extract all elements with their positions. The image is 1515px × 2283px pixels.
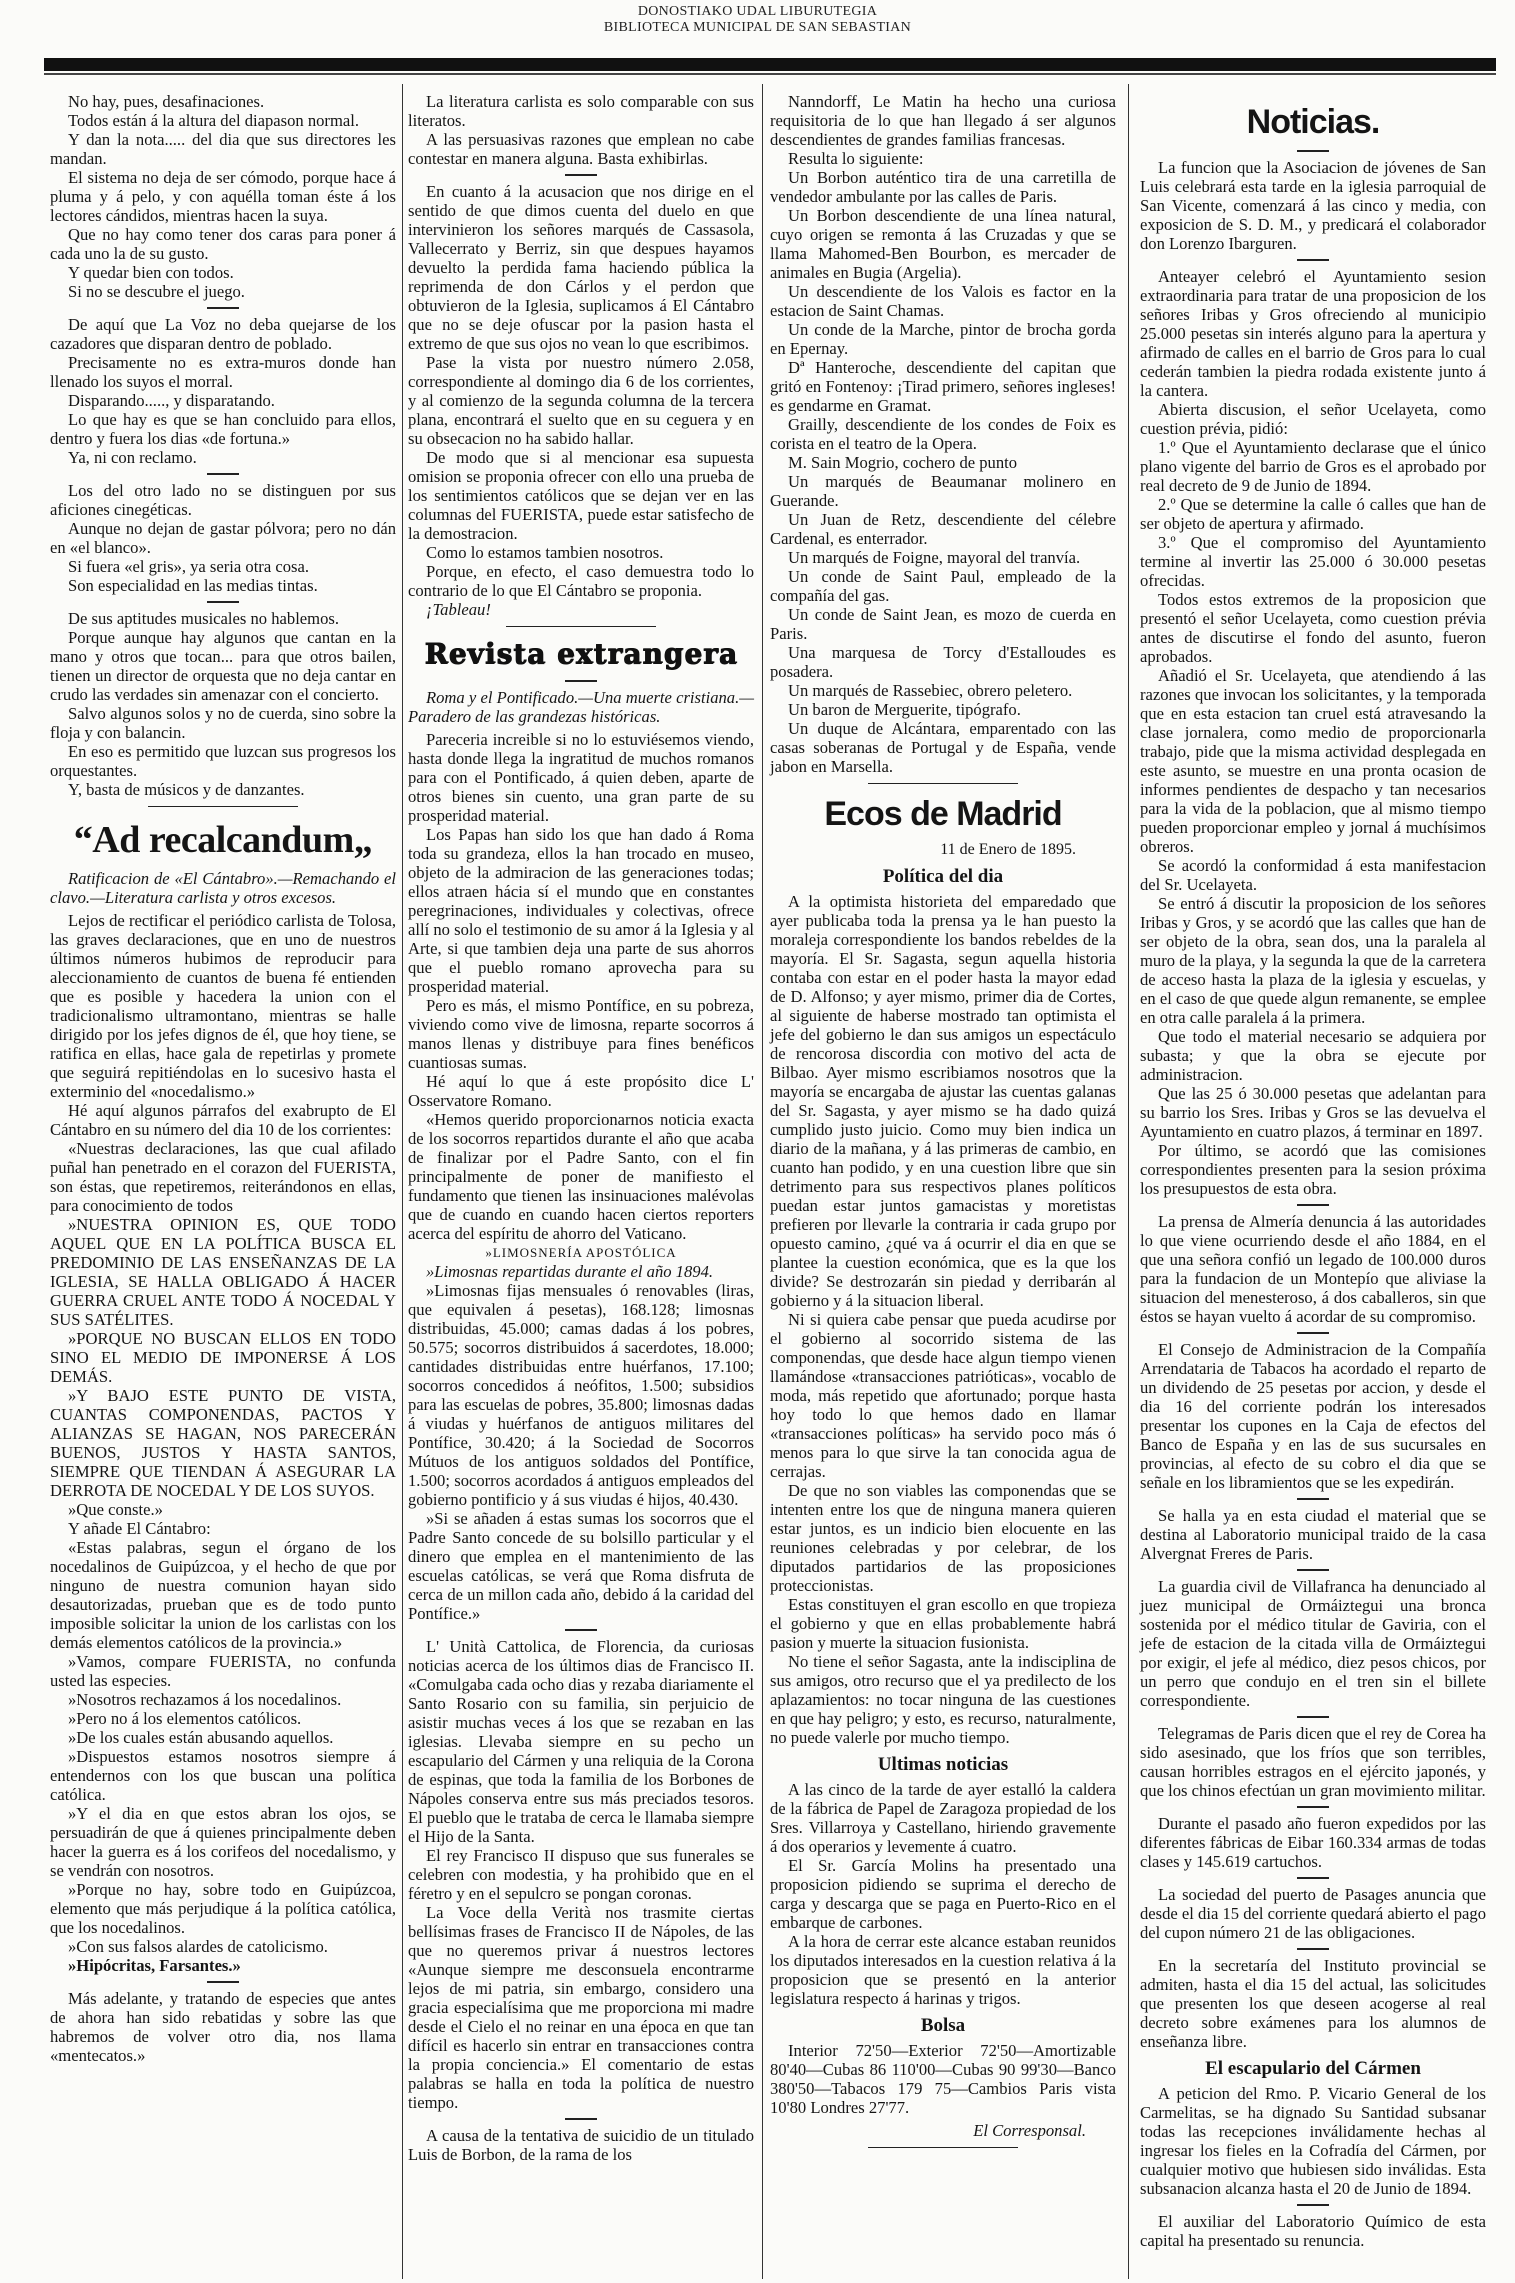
paragraph: Un Borbon descendiente de una línea natural, cuyo origen se remonta á las Cruzadas y que se llama Mahomed-Ben Bourbon, es mercader de animales en Bugia (Argelia).: [770, 206, 1116, 282]
paragraph: Y, basta de músicos y de danzantes.: [68, 780, 305, 799]
separator-rule: [207, 307, 239, 309]
paragraph: Un marqués de Beaumanar molinero en Guerande.: [770, 472, 1116, 510]
section-headline: Revista extrangera: [424, 637, 738, 670]
paragraph: La guardia civil de Villafranca ha denunciado al juez municipal de Ormáiztegui una bronca sostenida por el médico titular de Gaviria, con el jefe de estacion de la citada villa de Ormáiztegui por exigir, el jefe al médico, diez pesos chicos, por un perro que condujo en el tren sin el billete correspondiente.: [1140, 1577, 1486, 1710]
paragraph: De que no son viables las componendas que se intenten entre los que de ninguna manera quieren estar juntos, es un indicio bien elocuente en las reuniones celebradas y por celebrar, de los diputados partidarios de las proposiciones proteccionistas.: [770, 1481, 1116, 1595]
paragraph: No hay, pues, desafinaciones.: [68, 92, 265, 111]
paragraph: M. Sain Mogrio, cochero de punto: [788, 453, 1018, 472]
paragraph: Un marqués de Rassebiec, obrero peletero.: [788, 681, 1073, 700]
paragraph: Todos están á la altura del diapason normal.: [68, 111, 359, 130]
paragraph: Un conde de la Marche, pintor de brocha gorda en Epernay.: [770, 320, 1116, 358]
paragraph: 1.º Que el Ayuntamiento declarase que el único plano vigente del barrio de Gros es el aprobado por real decreto de 9 de Junio de 1894.: [1140, 438, 1486, 495]
separator-rule: [1297, 259, 1329, 261]
paragraph: Salvo algunos solos y no de cuerda, sino sobre la floja y con balancin.: [50, 704, 396, 742]
paragraph: Lejos de rectificar el periódico carlista de Tolosa, las graves declaraciones, que en uno de nuestros últimos números hubimos de reproducir para aleccionamiento de cuantos de buena fé entienden que es posible y hacedera la union con el tradicionalismo ultramontano, mientras se halle dirigido por los jefes dignos de él, que hoy tiene, se ratifica en ellas, hace gala de repetirlas y promete que seguirá repitiéndolas en lo sucesivo hasta el exterminio del «nocedalismo.»: [50, 911, 396, 1101]
dateline: 11 de Enero de 1895.: [940, 841, 1076, 858]
paragraph: »PORQUE NO BUSCAN ELLOS EN TODO SINO EL MEDIO DE IMPONERSE Á LOS DEMÁS.: [50, 1329, 396, 1386]
paragraph: Un duque de Alcántara, emparentado con las casas soberanas de Portugal y de España, vende jabon en Marsella.: [770, 719, 1116, 776]
paragraph: Si no se descubre el juego.: [68, 282, 245, 301]
section-headline: Noticias.: [1246, 103, 1380, 141]
paragraph: »NUESTRA OPINION ES, QUE TODO AQUEL QUE EN LA POLÍTICA BUSCA EL PREDOMINIO DE LAS ENSEÑANZAS DE LA IGLESIA, SE HALLA OBLIGADO Á HACER GUERRA CRUEL ANTE TODO Á NOCEDAL Y SUS SATÉLITES.: [50, 1215, 396, 1329]
paragraph: Que las 25 ó 30.000 pesetas que adelantan para su barrio los Sres. Iribas y Gros se las devuelva el Ayuntamiento en cuatro plazos, á terminar en 1897.: [1140, 1084, 1486, 1141]
paragraph: Y dan la nota..... del dia que sus directores les mandan.: [50, 130, 396, 168]
separator-rule: [506, 626, 656, 627]
paragraph: Se entró á discutir la proposicion de los señores Iribas y Gros, y se acordó que las calles que han de ser objeto de la obra, sean dos, una la paralela al muro de la playa, y la segunda la que de la carretera de acceso hasta la plaza de la iglesia y escuelas, y en el caso de que quede algun remanente, se emplee en otra calle paralela á la primera.: [1140, 894, 1486, 1027]
paragraph: »De los cuales están abusando aquellos.: [68, 1728, 334, 1747]
paragraph: »Nosotros rechazamos á los nocedalinos.: [68, 1690, 342, 1709]
paragraph: Anteayer celebró el Ayuntamiento sesion extraordinaria para tratar de una proposicion de los señores Iribas y Gros ofreciendo al municipio 25.000 pesetas sin interés alguno para la apertura y afirmado de calles en el barrio de Gros para lo cual cederán tambien la piedra rodada existente junto á la cantera.: [1140, 267, 1486, 400]
column-1: [50, 92, 396, 2065]
paragraph: Estas constituyen el gran escollo en que tropieza el gobierno y que en ellas probablemente habrá pasion y muerte la situacion fusionista.: [770, 1595, 1116, 1652]
article-subtitle: Ratificacion de «El Cántabro».—Remachando el clavo.—Literatura carlista y otros excesos.: [50, 869, 396, 907]
paragraph: »Dispuestos estamos nosotros siempre á entendernos con los que buscan una política católica.: [50, 1747, 396, 1804]
paragraph: Porque aunque hay algunos que cantan en la mano y otros que tocan... para que otros bailen, tienen un director de orquesta que no deja cantar en crudo las verdades sin amenazar con el concierto.: [50, 628, 396, 704]
paragraph: Como lo estamos tambien nosotros.: [426, 543, 664, 562]
paragraph: »Pero no á los elementos católicos.: [68, 1709, 302, 1728]
section-subheading: Ultimas noticias: [877, 1754, 1009, 1775]
paragraph: La sociedad del puerto de Pasages anuncia que desde el dia 15 del corriente quedará abierto el pago del cupon número 21 de las obligaciones.: [1140, 1885, 1487, 1942]
paragraph: Se acordó la conformidad á esta manifestacion del Sr. Ucelayeta.: [1140, 856, 1486, 894]
paragraph: »Que conste.»: [68, 1500, 163, 1519]
column-4: [1140, 92, 1486, 2250]
paragraph: Son especialidad en las medias tintas.: [68, 576, 318, 595]
paragraph: Lo que hay es que se han concluido para ellos, dentro y fuera los dias «de fortuna.»: [50, 410, 396, 448]
paragraph: Telegramas de Paris dicen que el rey de Corea ha sido asesinado, que los fríos que son terribles, causan horribles estragos en el ejército japonés, y que los chinos efectúan un gran movimiento militar.: [1140, 1724, 1486, 1800]
paragraph: Precisamente no es extra-muros donde han llenado los suyos el morral.: [50, 353, 396, 391]
column-rule: [762, 84, 763, 2279]
paragraph: La prensa de Almería denuncia á las autoridades lo que viene ocurriendo desde el año 1884, en el que una señora confió un legado de 100.000 duros para la fundacion de un Montepío que aliviase la situacion del menesteroso, á dos caballeros, sin que éstos se hayan vuelto á acordar de su compromiso.: [1140, 1212, 1486, 1326]
paragraph: Y quedar bien con todos.: [68, 263, 234, 282]
paragraph: A causa de la tentativa de suicidio de un titulado Luis de Borbon, de la rama de los: [408, 2126, 754, 2164]
paragraph: Un baron de Merguerite, tipógrafo.: [788, 700, 1021, 719]
paragraph: A las cinco de la tarde de ayer estalló la caldera de la fábrica de Papel de Zaragoza propiedad de los Sres. Villarroya y Castellano, hiriendo gravemente á dos operarios y levemente á cuatro.: [770, 1780, 1116, 1856]
paragraph: Un marqués de Foigne, mayoral del tranvía.: [788, 548, 1081, 567]
separator-rule: [1297, 2204, 1329, 2206]
paragraph: En cuanto á la acusacion que nos dirige en el sentido de que dimos cuenta del duelo en que intervinieron los señores marqués de Cassasola, Vallecerrato y Berriz, sin que despues hayamos devuelto la perdida fama haciendo pública la reprimenda de don Cárlos y el perdon que obtuvieron de la Iglesia, suplicamos á El Cántabro que no se deje ofuscar por la pasion hasta el extremo de que sus ojos no vean lo que escribimos.: [408, 182, 754, 353]
separator-rule: [1297, 1569, 1329, 1571]
paragraph: Pase la vista por nuestro número 2.058, correspondiente al domingo dia 6 de los corrientes, y al comienzo de la segunda columna de la tercera plana, encontrará el suelto que en su ceguera y en su obsecacion no ha sabido hallar.: [408, 353, 754, 448]
paragraph: En eso es permitido que luzcan sus progresos los orquestantes.: [50, 742, 396, 780]
paragraph: La Voce della Verità nos trasmite ciertas bellísimas frases de Francisco II de Nápoles, de las que no queremos privar á nuestros lectores «Aunque siempre me desconsuela encontrarme lejos de mi patria, sin embargo, considero una gracia especialísima que me proporciona mi madre desde el Cielo el no reinar en una época en que tan difícil es hacerlo sin entrar en transacciones contra la propia conciencia.» El comentario de estas palabras se halla en toda la política de nuestro tiempo.: [408, 1903, 754, 2112]
paragraph: El rey Francisco II dispuso que sus funerales se celebren con modestia, y ha prohibido que en el féretro y en el sepulcro se pongan coronas.: [408, 1846, 754, 1903]
paragraph: Los Papas han sido los que han dado á Roma toda su grandeza, ellos la han trocado en museo, objeto de la admiracion de las generaciones todas; ellos atraen hácia sí el mundo que en constantes peregrinaciones, individuales y colectivas, ofrece allí no solo el testimonio de su amor á la Iglesia y al Arte, si que tambien deja una parte de sus ahorros que el pueblo romano aprovecha para su prosperidad material.: [408, 825, 754, 996]
section-headline: Ecos de Madrid: [824, 795, 1062, 833]
paragraph: Un conde de Saint Jean, es mozo de cuerda en Paris.: [770, 605, 1116, 643]
paragraph: De aquí que La Voz no deba quejarse de los cazadores que disparan dentro de poblado.: [50, 315, 396, 353]
paragraph: Ya, ni con reclamo.: [68, 448, 197, 467]
paragraph: Una marquesa de Torcy d'Estalloudes es posadera.: [770, 643, 1116, 681]
library-name-spanish: BIBLIOTECA MUNICIPAL DE SAN SEBASTIAN: [603, 20, 912, 35]
separator-rule: [148, 806, 298, 807]
paragraph: Un conde de Saint Paul, empleado de la compañía del gas.: [770, 567, 1116, 605]
paragraph: »Y el dia en que estos abran los ojos, se persuadirán de que á quienes principalmente deben hacer la guerra es á los corifeos del nocedalismo, y se vendrán con nosotros.: [50, 1804, 396, 1880]
paragraph: 3.º Que el compromiso del Ayuntamiento termine al invertir las 25.000 ó 30.000 pesetas ofrecidas.: [1140, 533, 1486, 590]
separator-rule: [207, 601, 239, 603]
separator-rule: [868, 783, 1018, 784]
paragraph: »Hipócritas, Farsantes.»: [68, 1956, 241, 1975]
separator-rule: [207, 1981, 239, 1983]
paragraph: De modo que si al mencionar esa supuesta omision se proponia ofrecer con ello una prueba de los sentimientos católicos que se dejan ver en las columnas del FUERISTA, puede estar satisfecho de la demostracion.: [408, 448, 754, 543]
paragraph: Abierta discusion, el señor Ucelayeta, como cuestion prévia, pidió:: [1140, 400, 1486, 438]
paragraph: Hé aquí algunos párrafos del exabrupto de El Cántabro en su número del dia 10 de los corrientes:: [50, 1101, 396, 1139]
paragraph: Hé aquí lo que á este propósito dice L' Osservatore Romano.: [408, 1072, 754, 1110]
paragraph: Disparando....., y disparatando.: [68, 391, 275, 410]
paragraph: Se halla ya en esta ciudad el material que se destina al Laboratorio municipal traido de la casa Alvergnat Freres de Paris.: [1140, 1506, 1486, 1563]
paragraph: Un Juan de Retz, descendiente del célebre Cardenal, es enterrador.: [770, 510, 1116, 548]
paragraph: La literatura carlista es solo comparable con sus literatos.: [408, 92, 754, 130]
paragraph: Más adelante, y tratando de especies que antes de ahora han sido rebatidas y sobre las que habremos de volver otro dia, nos llama «mentecatos.»: [50, 1989, 396, 2065]
paragraph: »Porque no hay, sobre todo en Guipúzcoa, elemento que más perjudique á la política católica, que los nocedalinos.: [50, 1880, 396, 1937]
paragraph: Y añade El Cántabro:: [68, 1519, 211, 1538]
separator-rule: [1297, 1332, 1329, 1334]
paragraph: «Nuestras declaraciones, las que cual afilado puñal han penetrado en el corazon del FUERISTA, son éstas, que repetiremos, reiterándonos en ellas, para conocimiento de todos: [50, 1139, 396, 1215]
paragraph: No tiene el señor Sagasta, ante la indisciplina de sus amigos, otro recurso que el ya predilecto de los aplazamientos: no tocar ninguna de las cuestiones en que hay peligro; y esto, es recurso, naturalmente, no puede valerle por mucho tiempo.: [770, 1652, 1116, 1747]
paragraph: »Vamos, compare FUERISTA, no confunda usted las especies.: [50, 1652, 396, 1690]
paragraph: Nanndorff, Le Matin ha hecho una curiosa requisitoria de lo que han llegado á ser algunos descendientes de grandes familias francesas.: [770, 92, 1116, 149]
paragraph: »Si se añaden á estas sumas los socorros que el Padre Santo concede de su bolsillo particular y el dinero que emplea en el mantenimiento de las escuelas católicas, se verá que Roma disfruta de cerca de un millon cada año, debido á la caridad del Pontífice.»: [408, 1509, 754, 1623]
paragraph: De sus aptitudes musicales no hablemos.: [68, 609, 339, 628]
paragraph: Pero es más, el mismo Pontífice, en su pobreza, viviendo como vive de limosna, reparte socorros á manos llenas y distribuye para fines benéficos cuantiosas sumas.: [408, 996, 754, 1072]
paragraph: El Consejo de Administracion de la Compañía Arrendataria de Tabacos ha acordado el reparto de un dividendo de 25 pesetas por accion, y desde el dia 16 del corriente podrán los interesados presentar los cupones en la Caja de efectos del Banco de España y en las de sus sucursales en provincias, al efecto de su cobro el dia que se señale en los libramientos que se les expedirán.: [1140, 1340, 1486, 1492]
paragraph: Un Borbon auténtico tira de una carretilla de vendedor ambulante por las calles de Paris.: [770, 168, 1116, 206]
paragraph: Aunque no dejan de gastar pólvora; pero no dán en «el blanco».: [50, 519, 396, 557]
separator-rule: [1297, 1204, 1329, 1206]
paragraph: Pareceria increible si no lo estuviésemos viendo, hasta donde llega la ingratitud de muchos romanos para con el Pontificado, á quien deben, aparte de otros bienes sin cuento, una gran parte de su prosperidad material.: [408, 730, 754, 825]
separator-rule: [1297, 1716, 1329, 1718]
separator-rule: [565, 1629, 597, 1631]
paragraph: El Sr. García Molins ha presentado una proposicion pidiendo se suprima el derecho de carga y descarga que se paga en Puerto-Rico en el embarque de carbones.: [770, 1856, 1116, 1932]
paragraph: El sistema no deja de ser cómodo, porque hace á pluma y á pelo, y con aquélla toman éste á los lectores cándidos, mientras hacen la suya.: [50, 168, 396, 225]
paragraph: L' Unità Cattolica, de Florencia, da curiosas noticias acerca de los últimos dias de Francisco II. «Comulgaba cada ocho dias y rezaba diariamente el Santo Rosario con su familia, sin perjuicio de asistir muchas veces á los que se rezaban en las iglesias. Llevaba siempre en su pecho un escapulario del Cármen y una reliquia de la Corona de espinas, que toda la familia de los Borbones de Nápoles conserva entre sus más preciados tesoros. El pueblo que le trataba de cerca le llamaba siempre el Hijo de la Santa.: [408, 1637, 754, 1846]
paragraph: Añadió el Sr. Ucelayeta, que atendiendo á las razones que invocan los solicitantes, y la temporada que en esta estacion tan cruel está atravesando la clase jornalera, como medio de proporcionarla trabajo, pide que la misma actividad desplegada en este asunto, se muestre en una pronta ocasion de informes pendientes de despacho y tan necesarios para la vida de la poblacion, que al mismo tiempo pueden proporcionar empleo y jornal á muchísimos obreros.: [1140, 666, 1486, 856]
section-subheading: Política del dia: [882, 866, 1004, 887]
paragraph: »Con sus falsos alardes de catolicismo.: [68, 1937, 328, 1956]
paragraph: »Limosnas fijas mensuales ó renovables (liras, que equivalen á pesetas), 168.128; limosnas distribuidas, 45.000; camas dadas á los pobres, 50.575; socorros distribuidos á sacerdotes, 18.000; cantidades distribuidas entre huérfanos, 17.100; socorros concedidos á neófitos, 1.500; subsidios para las escuelas de pobres, 35.800; limosnas dadas á viudas y huérfanos de antiguos militares del Pontífice, 30.420; á la Sociedad de Socorros Mútuos de los antiguos soldados del Pontífice, 1.500; socorros acordados á antiguos empleados del gobierno pontificio y á sus viudas é hijos, 40.430.: [408, 1281, 754, 1509]
paragraph: Porque, en efecto, el caso demuestra todo lo contrario de lo que El Cántabro se proponia.: [408, 562, 754, 600]
paragraph: Los del otro lado no se distinguen por sus aficiones cinegéticas.: [50, 481, 396, 519]
centered-caption: »LIMOSNERÍA APOSTÓLICA: [485, 1245, 677, 1260]
paragraph: En la secretaría del Instituto provincial se admiten, hasta el dia 15 del actual, las solicitudes que presenten los que deseen acogerse al real decreto sobre exámenes para los alumnos de enseñanza libre.: [1140, 1956, 1486, 2051]
paragraph: Dª Hanteroche, descendiente del capitan que gritó en Fontenoy: ¡Tirad primero, señores ingleses! es gendarme en Gramat.: [770, 358, 1116, 415]
separator-rule: [868, 2147, 1018, 2148]
column-rule: [402, 84, 403, 2279]
paragraph: A la hora de cerrar este alcance estaban reunidos los diputados interesados en la cuestion relativa á la proposicion que se presentó en la anterior legislatura respecto á harinas y trigos.: [770, 1932, 1116, 2008]
paragraph: Ni si quiera cabe pensar que pueda acudirse por el gobierno al socorrido sistema de las componendas, que desde hace algun tiempo vienen llamándose «transacciones patrióticas», vocablo de moda, más repetido que afortunado; porque hasta hoy todo lo que hemos dado en llamar «transacciones políticas» ha servido poco más ó menos para lo que sirve la tan conocida agua de cerrajas.: [770, 1310, 1116, 1481]
paragraph: «Estas palabras, segun el órgano de los nocedalinos de Guipúzcoa, y el hecho de que por ninguno de nuestra comunion hayan sido desautorizadas, prueban que es de todo punto imposible solicitar la union de los carlistas con los demás elementos católicos de la provincia.»: [50, 1538, 396, 1652]
section-subheading: Bolsa: [920, 2015, 966, 2036]
separator-rule: [1297, 1948, 1329, 1950]
paragraph: A las persuasivas razones que emplean no cabe contestar en manera alguna. Basta exhibirlas.: [408, 130, 754, 168]
paragraph: A la optimista historieta del emparedado que ayer publicaba toda la prensa ya le han puesto la moraleja correspondiente los bandos rebeldes de la mayoría. El Sr. Sagasta, segun aquella historia contaba con estar en el poder hasta la mayor edad de D. Alfonso; y ayer mismo, primer dia de Cortes, al siguiente de haberse mostrado tan optimista el jefe del gobierno le dan sus amigos un espectáculo de rencorosa discordia con motivo del acta de Bilbao. Ayer mismo escribiamos nosotros que la mayoría se encargaba de ajustar las cuentas galanas del Sr. Sagasta, y ayer mismo se ha dado quizá cumplido justo juicio. Como muy bien indica un diario de la mañana, y á las primeras de cambio, en cuanto han podido, y en una cuestion libre que sin detrimento para sus respectivos planes políticos puedan estar juntos gamacistas y moretistas prefieren por llevarle la contraria ir cada grupo por opuesto camino, ¿qué va á ocurrir el dia en que se plantee la cuestion económica, que es la que los divide? Se destrozarán sin piedad y derribarán al gobierno y á la situacion liberal.: [770, 892, 1116, 1310]
paragraph: Que no hay como tener dos caras para poner á cada uno la de su gusto.: [50, 225, 396, 263]
separator-rule: [1297, 1806, 1329, 1808]
paragraph: 2.º Que se determine la calle ó calles que han de ser objeto de apertura y afirmado.: [1140, 495, 1486, 533]
library-header: [0, 4, 1515, 36]
separator-rule: [565, 174, 597, 176]
paragraph: Interior 72'50—Exterior 72'50—Amortizable 80'40—Cubas 86 110'00—Cubas 90 99'30—Banco 380'50—Tabacos 179 75—Cambios Paris vista 10'80 Londres 27'77.: [770, 2041, 1116, 2117]
paragraph: A peticion del Rmo. P. Vicario General de los Carmelitas, se ha dignado Su Santidad subsanar todas las recepciones inválidamente hechas al ingresar los fieles en la Cofradía del Cármen, por cualquier motivo que hubiesen sido inválidas. Esta subsanacion alcanza hasta el 20 de Junio de 1894.: [1140, 2084, 1486, 2198]
signature: El Corresponsal.: [973, 2121, 1086, 2140]
paragraph: Que todo el material necesario se adquiera por subasta; y que la obra se ejecute por administracion.: [1140, 1027, 1486, 1084]
section-subheading: El escapulario del Cármen: [1205, 2058, 1421, 2079]
paragraph: La funcion que la Asociacion de jóvenes de San Luis celebrará esta tarde en la iglesia parroquial de San Vicente, comenzará á las cinco y media, con exposicion de S. D. M., y predicará el colaborador don Lorenzo Ibarguren.: [1140, 158, 1486, 253]
separator-rule: [565, 2118, 597, 2120]
paragraph: Durante el pasado año fueron expedidos por las diferentes fábricas de Eibar 160.334 armas de todas clases y 145.619 cartuchos.: [1140, 1814, 1486, 1871]
article-headline: “Ad recalcandum„: [73, 819, 373, 861]
paragraph: Todos estos extremos de la proposicion que presentó el señor Ucelayeta, como cuestion prévia antes de discutirse el fondo del asunto, fueron aprobados.: [1140, 590, 1486, 666]
separator-rule: [565, 680, 597, 682]
masthead-rule: [44, 58, 1496, 71]
column-2: [408, 92, 754, 2164]
separator-rule: [207, 473, 239, 475]
paragraph: Si fuera «el gris», ya seria otra cosa.: [68, 557, 309, 576]
paragraph: Por último, se acordó que las comisiones correspondientes presenten para la sesion próxima los presupuestos de esta obra.: [1140, 1141, 1486, 1198]
separator-rule: [1297, 150, 1329, 152]
paragraph: Grailly, descendiente de los condes de Foix es corista en el teatro de la Opera.: [770, 415, 1116, 453]
paragraph: El auxiliar del Laboratorio Químico de esta capital ha presentado su renuncia.: [1140, 2212, 1486, 2250]
paragraph: Un descendiente de los Valois es factor en la estacion de Saint Chamas.: [770, 282, 1116, 320]
separator-rule: [1297, 1498, 1329, 1500]
paragraph: Resulta lo siguiente:: [788, 149, 924, 168]
column-3: [770, 92, 1116, 2155]
separator-rule: [1297, 1877, 1329, 1879]
paragraph: «Hemos querido proporcionarnos noticia exacta de los socorros repartidos durante el año que acaba de finalizar por el Padre Santo, con el fin principalmente de poner de manifiesto el fundamento que tienen las insinuaciones malévolas que de cuando en cuando hacen ciertos reporters acerca del espíritu de ahorro del Vaticano.: [408, 1110, 754, 1243]
column-rule: [1128, 84, 1129, 2279]
paragraph: »Y BAJO ESTE PUNTO DE VISTA, CUANTAS COMPONENDAS, PACTOS Y ALIANZAS SE HAGAN, NOS PARECERÁN BUENOS, JUSTOS Y HASTA SANTOS, SIEMPRE QUE TIENDAN Á ASEGURAR LA DERROTA DE NOCEDAL Y DE LOS SUYOS.: [50, 1386, 396, 1500]
article-subtitle: Roma y el Pontificado.—Una muerte cristiana.—Paradero de las grandezas históricas.: [408, 688, 754, 726]
library-name-basque: DONOSTIAKO UDAL LIBURUTEGIA: [637, 4, 878, 19]
paragraph: »Limosnas repartidas durante el año 1894.: [426, 1262, 714, 1281]
paragraph: ¡Tableau!: [426, 600, 491, 619]
